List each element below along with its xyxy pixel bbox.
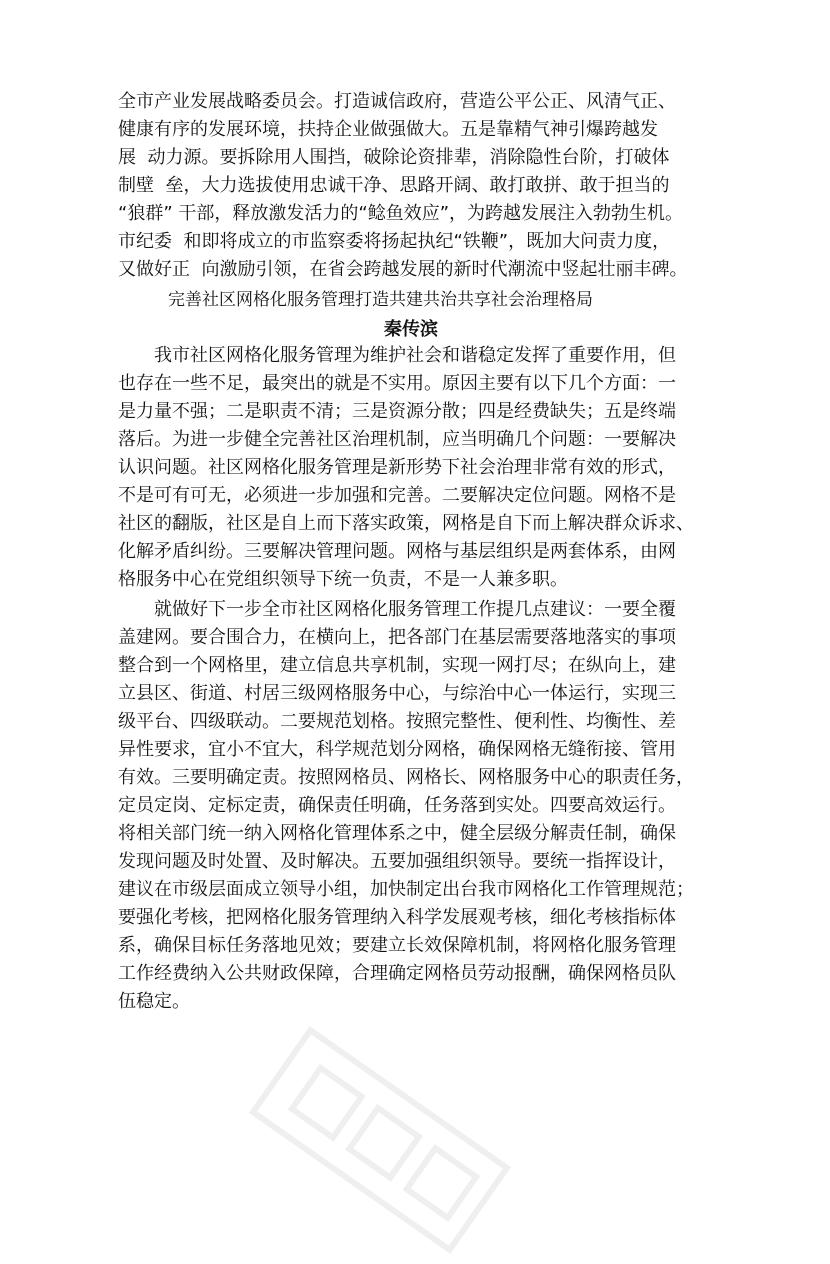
body-line: 工作经费纳入公共财政保障，合理确定网格员劳动报酬，确保网格员队 (118, 963, 676, 984)
body-line: 发现问题及时处置、及时解决。五要加强组织领导。要统一指挥设计， (118, 851, 676, 872)
body-line: 就做好下一步全市社区网格化服务管理工作提几点建议：一要全覆 (154, 599, 676, 620)
intro-line: 制壁 垒，大力选拔使用忠诚干净、思路开阔、敢打敢拼、敢于担当的 (118, 175, 670, 196)
body-line: 要强化考核，把网格化服务管理纳入科学发展观考核，细化考核指标体 (118, 907, 676, 928)
intro-line: 健康有序的发展环境，扶持企业做强做大。五是靠精气神引爆跨越发 (118, 119, 658, 140)
intro-line: 全市产业发展战略委员会。打造诚信政府，营造公平公正、风清气正、 (118, 91, 676, 112)
body-line: 系，确保目标任务落地见效；要建立长效保障机制，将网格化服务管理 (118, 935, 676, 956)
body-line: 社区的翻版，社区是自上而下落实政策，网格是自下而上解决群众诉求、 (118, 513, 694, 534)
intro-line: 市纪委 和即将成立的市监察委将扬起执纪“铁鞭”，既加大问责力度， (118, 231, 671, 252)
body-line: 化解矛盾纠纷。三要解决管理问题。网格与基层组织是两套体系，由网 (118, 541, 676, 562)
body-line: 有效。三要明确定责。按照网格员、网格长、网格服务中心的职责任务， (118, 767, 694, 788)
body-line: 伍稳定。 (118, 991, 190, 1012)
intro-line: 又做好正 向激励引领，在省会跨越发展的新时代潮流中竖起壮丽丰碑。 (118, 259, 688, 280)
intro-line: 展 动力源。要拆除用人围挡，破除论资排辈，消除隐性台阶，打破体 (118, 147, 670, 168)
body-line: 级平台、四级联动。二要规范划格。按照完整性、便利性、均衡性、差 (118, 711, 676, 732)
article-author: 秦传滨 (384, 319, 438, 340)
body-line: 也存在一些不足，最突出的就是不实用。原因主要有以下几个方面：一 (118, 373, 676, 394)
body-line: 我市社区网格化服务管理为维护社会和谐稳定发挥了重要作用，但 (154, 345, 676, 366)
body-line: 认识问题。社区网格化服务管理是新形势下社会治理非常有效的形式， (118, 457, 676, 478)
body-line: 建议在市级层面成立领导小组，加快制定出台我市网格化工作管理规范； (118, 879, 694, 900)
body-line: 格服务中心在党组织领导下统一负责，不是一人兼多职。 (118, 569, 568, 590)
body-line: 异性要求，宜小不宜大，科学规范划分网格，确保网格无缝衔接、管用 (118, 739, 676, 760)
body-line: 将相关部门统一纳入网格化管理体系之中，健全层级分解责任制，确保 (118, 823, 676, 844)
body-line: 定员定岗、定标定责，确保责任明确，任务落到实处。四要高效运行。 (118, 795, 676, 816)
body-line: 不是可有可无，必须进一步加强和完善。二要解决定位问题。网格不是 (118, 485, 676, 506)
watermark-graphic (239, 1016, 521, 1263)
intro-line: “狼群” 干部，释放激发活力的“鲶鱼效应”，为跨越发展注入勃勃生机。 (118, 203, 684, 224)
body-line: 落后。为进一步健全完善社区治理机制，应当明确几个问题：一要解决 (118, 429, 676, 450)
article-title: 完善社区网格化服务管理打造共建共治共享社会治理格局 (168, 290, 593, 310)
body-line: 立县区、街道、村居三级网格服务中心，与综治中心一体运行，实现三 (118, 683, 676, 704)
body-line: 整合到一个网格里，建立信息共享机制，实现一网打尽；在纵向上，建 (118, 655, 676, 676)
body-line: 盖建网。要合围合力，在横向上，把各部门在基层需要落地落实的事项 (118, 627, 676, 648)
body-line: 是力量不强；二是职责不清；三是资源分散；四是经费缺失；五是终端 (118, 401, 676, 422)
